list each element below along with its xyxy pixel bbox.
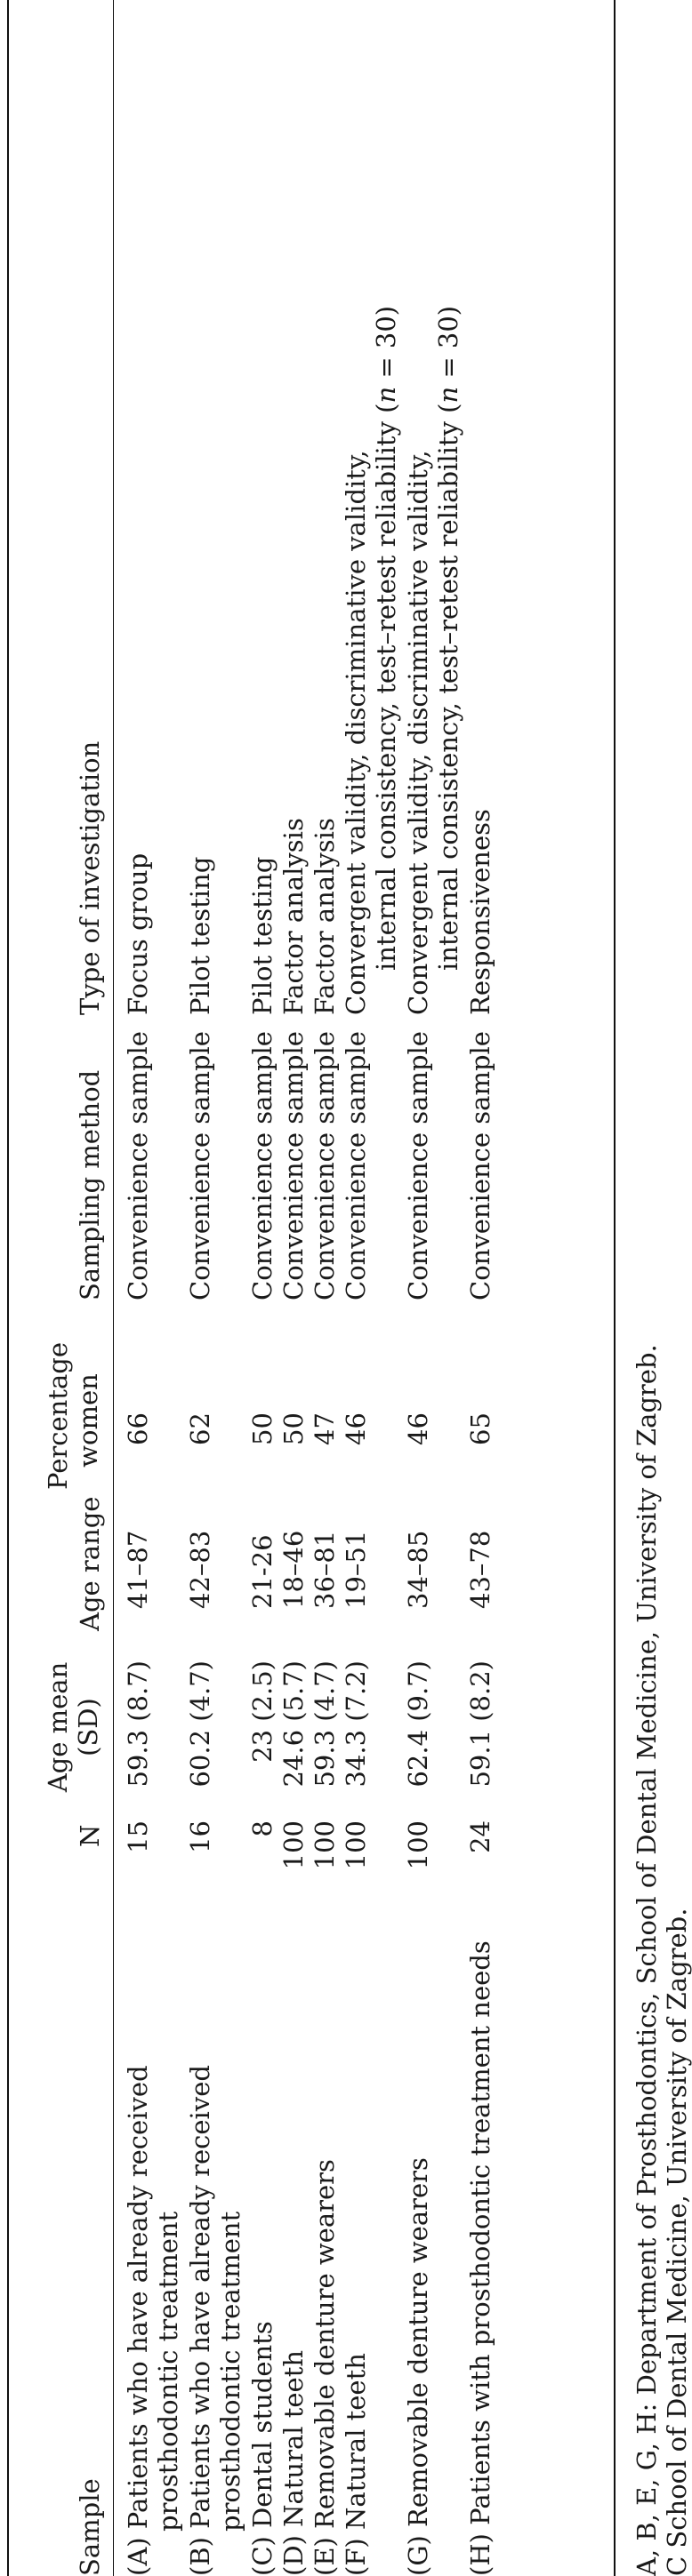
investigation-text: = 30) bbox=[433, 305, 463, 387]
cell-n: 16 bbox=[185, 1820, 215, 1853]
sample-line: (A) Patients who have already received bbox=[123, 2065, 153, 2576]
sample-line: (G) Removable denture wearers bbox=[403, 2157, 433, 2576]
cell-sample bbox=[247, 2321, 278, 2576]
cell-age-mean: 59.3 (8.7) bbox=[123, 1660, 153, 1788]
cell-investigation bbox=[403, 306, 463, 1015]
cell-pct-women: 46 bbox=[403, 1412, 433, 1445]
footnote-1: A, B, E, G, H: Department of Prosthodontics, School of Dental Medicine, University of Zagreb. bbox=[632, 1344, 662, 2576]
cell-age-range: 34–85 bbox=[403, 1530, 433, 1609]
sample-line: (F) Natural teeth bbox=[341, 2353, 371, 2576]
investigation-text: internal consistency, test–retest reliability ( bbox=[433, 403, 463, 971]
investigation-n-symbol: n bbox=[433, 386, 463, 404]
cell-age-range: 36–81 bbox=[310, 1530, 340, 1609]
cell-age-mean: 60.2 (4.7) bbox=[185, 1660, 215, 1788]
cell-n: 100 bbox=[403, 1820, 433, 1870]
header-n: N bbox=[75, 1824, 105, 1847]
cell-n: 100 bbox=[278, 1820, 309, 1870]
header-sampling-method: Sampling method bbox=[75, 1069, 105, 1300]
cell-sampling-method: Convenience sample bbox=[310, 1031, 340, 1300]
sample-line: prosthodontic treatment bbox=[153, 2211, 183, 2532]
cell-sampling-method: Convenience sample bbox=[341, 1031, 371, 1300]
cell-sampling-method: Convenience sample bbox=[278, 1031, 309, 1300]
cell-age-mean: 34.3 (7.2) bbox=[341, 1660, 371, 1788]
sample-line: (C) Dental students bbox=[247, 2321, 278, 2576]
cell-age-range: 18–46 bbox=[278, 1530, 309, 1609]
cell-sampling-method: Convenience sample bbox=[403, 1031, 433, 1300]
cell-n: 15 bbox=[123, 1820, 153, 1853]
cell-age-mean: 59.3 (4.7) bbox=[310, 1660, 340, 1788]
header-sample: Sample bbox=[75, 2478, 105, 2576]
header-age-mean-line2: (SD) bbox=[73, 1698, 103, 1756]
cell-age-range: 42–83 bbox=[185, 1530, 215, 1609]
header-pct-women-line2: women bbox=[73, 1373, 103, 1468]
cell-pct-women: 47 bbox=[310, 1412, 340, 1445]
investigation-line: Convergent validity, discriminative validity, bbox=[341, 450, 371, 1015]
header-investigation: Type of investigation bbox=[75, 740, 105, 1015]
cell-n: 100 bbox=[341, 1820, 371, 1870]
cell-sample bbox=[185, 2065, 245, 2576]
investigation-line bbox=[371, 306, 401, 1015]
cell-sampling-method: Convenience sample bbox=[123, 1031, 153, 1300]
cell-pct-women: 46 bbox=[341, 1412, 371, 1445]
cell-investigation: Responsiveness bbox=[465, 809, 495, 1015]
cell-age-range: 41–87 bbox=[123, 1530, 153, 1609]
cell-investigation: Pilot testing bbox=[247, 856, 278, 1015]
cell-investigation bbox=[341, 306, 401, 1015]
footnote-2: C School of Dental Medicine, University of Zagreb. bbox=[662, 1908, 692, 2576]
header-pct-women-line1: Percentage bbox=[43, 1342, 73, 1490]
header-pct-women bbox=[43, 1342, 103, 1490]
cell-age-mean: 23 (2.5) bbox=[247, 1660, 278, 1763]
cell-sample bbox=[310, 2159, 340, 2576]
cell-investigation: Pilot testing bbox=[185, 856, 215, 1015]
cell-pct-women: 65 bbox=[465, 1412, 495, 1445]
cell-n: 100 bbox=[310, 1820, 340, 1870]
investigation-line: Convergent validity, discriminative validity, bbox=[403, 450, 433, 1015]
cell-sample bbox=[403, 2157, 433, 2576]
table-top-rule bbox=[7, 0, 9, 2576]
cell-pct-women: 62 bbox=[185, 1412, 215, 1445]
cell-sampling-method: Convenience sample bbox=[185, 1031, 215, 1300]
cell-sample bbox=[465, 1940, 495, 2576]
cell-age-range: 19–51 bbox=[341, 1530, 371, 1609]
cell-age-mean: 24.6 (5.7) bbox=[278, 1660, 309, 1788]
cell-pct-women: 50 bbox=[278, 1412, 309, 1445]
sample-line: (H) Patients with prosthodontic treatment needs bbox=[465, 1940, 495, 2576]
investigation-text: = 30) bbox=[371, 305, 401, 387]
table-header-rule bbox=[113, 0, 114, 2576]
table-bottom-rule bbox=[614, 0, 616, 2576]
cell-pct-women: 66 bbox=[123, 1412, 153, 1445]
investigation-n-symbol: n bbox=[371, 386, 401, 404]
header-age-range: Age range bbox=[75, 1496, 105, 1631]
investigation-line bbox=[433, 306, 463, 1015]
sample-line: (E) Removable denture wearers bbox=[310, 2159, 340, 2576]
sample-line: (D) Natural teeth bbox=[278, 2349, 309, 2576]
cell-sample bbox=[123, 2065, 183, 2576]
cell-sampling-method: Convenience sample bbox=[465, 1031, 495, 1300]
cell-pct-women: 50 bbox=[247, 1412, 278, 1445]
cell-sample bbox=[341, 2353, 371, 2576]
cell-investigation: Factor analysis bbox=[278, 818, 309, 1015]
cell-age-mean: 59.1 (8.2) bbox=[465, 1660, 495, 1788]
cell-age-mean: 62.4 (9.7) bbox=[403, 1660, 433, 1788]
cell-sampling-method: Convenience sample bbox=[247, 1031, 278, 1300]
header-age-mean-line1: Age mean bbox=[43, 1661, 73, 1793]
cell-investigation: Factor analysis bbox=[310, 818, 340, 1015]
cell-investigation: Focus group bbox=[123, 852, 153, 1015]
cell-n: 24 bbox=[465, 1820, 495, 1853]
cell-sample bbox=[278, 2350, 309, 2576]
cell-n: 8 bbox=[247, 1820, 278, 1837]
cell-age-range: 43–78 bbox=[465, 1530, 495, 1609]
sample-line: prosthodontic treatment bbox=[215, 2211, 245, 2532]
cell-age-range: 21-26 bbox=[247, 1534, 278, 1609]
investigation-text: internal consistency, test–retest reliability ( bbox=[371, 403, 401, 971]
sample-line: (B) Patients who have already received bbox=[185, 2065, 215, 2576]
header-age-mean bbox=[43, 1660, 103, 1794]
